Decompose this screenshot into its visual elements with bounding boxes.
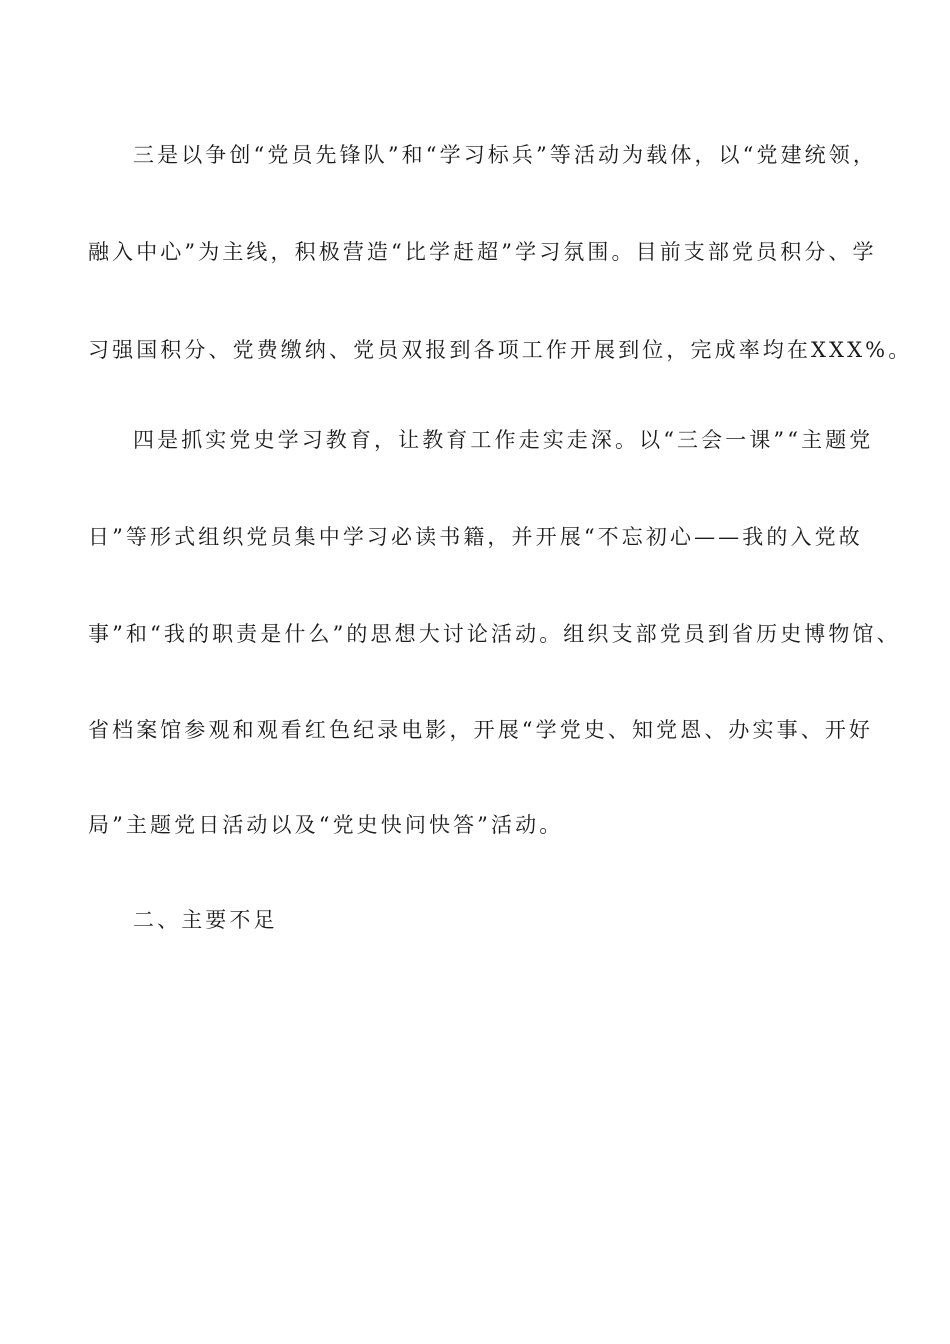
paragraph-3-line-3: 习强国积分、党费缴纳、党员双报到各项工作开展到位，完成率均在XXX%。	[88, 338, 913, 362]
paragraph-4-line-2: 日”等形式组织党员集中学习必读书籍，并开展“不忘初心——我的入党故	[88, 525, 863, 549]
paragraph-4-line-1: 四是抓实党史学习教育，让教育工作走实走深。以“三会一课”“主题党	[133, 428, 874, 452]
paragraph-3-line-2: 融入中心”为主线，积极营造“比学赶超”学习氛围。目前支部党员积分、学	[88, 240, 877, 264]
paragraph-4-line-3: 事”和“我的职责是什么”的思想大讨论活动。组织支部党员到省历史博物馆、	[88, 622, 901, 646]
section-heading: 二、主要不足	[133, 908, 278, 932]
paragraph-4-line-5: 局”主题党日活动以及“党史快问快答”活动。	[88, 813, 564, 837]
paragraph-3-line-1: 三是以争创“党员先锋队”和“学习标兵”等活动为载体，以“党建统领，	[133, 143, 877, 167]
paragraph-4-line-4: 省档案馆参观和观看红色纪录电影，开展“学党史、知党恩、办实事、开好	[88, 718, 874, 742]
